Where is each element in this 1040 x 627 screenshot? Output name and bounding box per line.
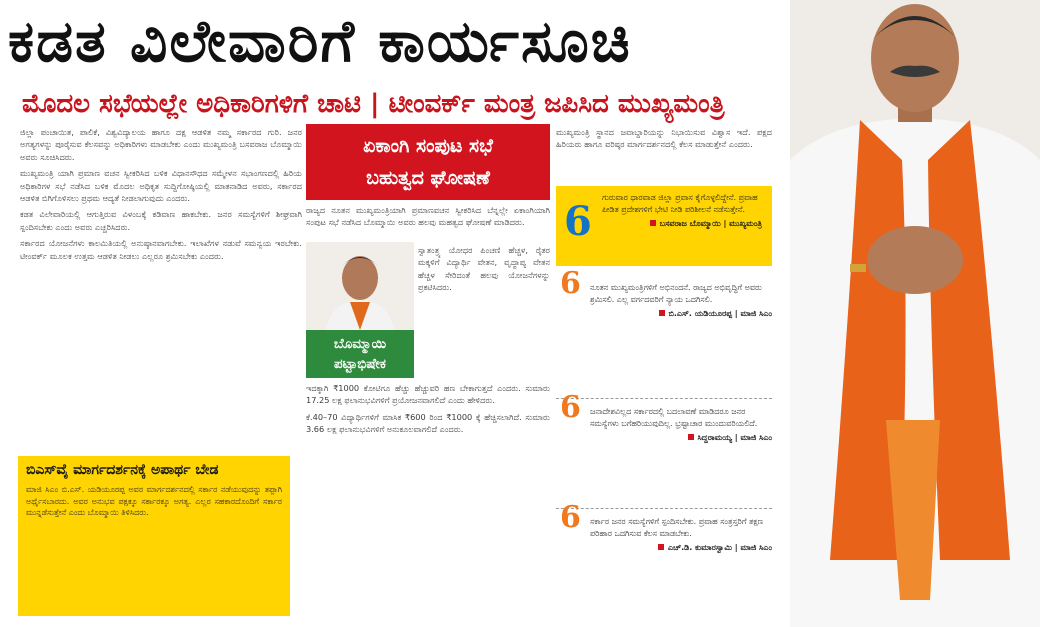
divider [556, 508, 772, 509]
quote-block [556, 390, 772, 443]
quote-text: ನೂತನ ಮುಖ್ಯಮಂತ್ರಿಗಳಿಗೆ ಅಭಿನಂದನೆ. ರಾಜ್ಯದ ಅಭಿವೃದ್ಧಿಗೆ ಅವರು ಶ್ರಮಿಸಲಿ. ಎಲ್ಲ ವರ್ಗದವರಿಗೆ ನ್ಯಾಯ ಒದಗಿಸಲಿ. [590, 283, 762, 304]
quote-text: ಜನಾದೇಶವಿಲ್ಲದ ಸರ್ಕಾರದಲ್ಲಿ ಬದಲಾವಣೆ ಮಾಡಿದರೂ ಜನರ ಸಮಸ್ಯೆಗಳು ಬಗೆಹರಿಯುವುದಿಲ್ಲ. ಭ್ರಷ್ಟಾಚಾರ ಮುಂದುವರಿಯಲಿದೆ. [590, 407, 758, 428]
headline: ಕಡತ ವಿಲೇವಾರಿಗೆ ಕಾರ್ಯಸೂಚಿ [8, 7, 632, 75]
cabinet-article-intro [306, 204, 550, 240]
quote-author: ಸಿದ್ದರಾಮಯ್ಯ | ಮಾಜಿ ಸಿಎಂ [556, 433, 772, 443]
article-paragraph: ಜಿಲ್ಲಾ ಪಂಚಾಯಿತ, ಪಾಲಿಕೆ, ವಿಶ್ವವಿದ್ಯಾಲಯ ಹಾಗೂ ದಕ್ಷ ಆಡಳಿತ ನಮ್ಮ ಸರ್ಕಾರದ ಗುರಿ. ಜನರ ಅಗತ್ಯಗಳನ್ನು ಪೂರೈಸುವ ಕೆಲಸವನ್ನು ಅಧಿಕಾರಿಗಳು ಮಾಡಬೇಕು ಎಂದು ಮುಖ್ಯಮಂತ್ರಿ ಬಸವರಾಜ ಬೊಮ್ಮಾಯಿ ಅವರು ಸೂಚಿಸಿದರು. [20, 127, 302, 162]
box-heading: ಬಿಎಸ್‌ವೈ ಮಾರ್ಗದರ್ಶನಕ್ಕೆ ಅಪಾರ್ಥ ಬೇಡ [26, 462, 219, 478]
box-body: ಮಾಜಿ ಸಿಎಂ ಬಿ.ಎಸ್. ಯಡಿಯೂರಪ್ಪ ಅವರ ಮಾರ್ಗದರ್ಶನದಲ್ಲಿ ಸರ್ಕಾರ ನಡೆಯುವುದನ್ನು ತಪ್ಪಾಗಿ ಅರ್ಥೈಸಬಾರದು. ಅವರ ಅನುಭವ ಪಕ್ಷಕ್ಕೂ ಸರ್ಕಾರಕ್ಕೂ ಅಗತ್ಯ. ಎಲ್ಲರ ಸಹಕಾರದೊಂದಿಗೆ ಸರ್ಕಾರ ಮುನ್ನಡೆಸುತ್ತೇನೆ ಎಂದು ಬೊಮ್ಮಾಯಿ ತಿಳಿಸಿದರು. [26, 485, 282, 518]
cm-quote-box [556, 186, 772, 266]
quote-mark-icon: 6 [564, 198, 592, 245]
article-paragraph: ಸರ್ಕಾರದ ಯೋಜನೆಗಳು ಕಾಲಮಿತಿಯಲ್ಲಿ ಅನುಷ್ಠಾನವಾಗಬೇಕು. ಇಲಾಖೆಗಳ ನಡುವೆ ಸಮನ್ವಯ ಇರಬೇಕು. ಟೀಂವರ್ಕ್ ಮೂಲಕ ಉತ್ತಮ ಆಡಳಿತ ನೀಡಲು ಎಲ್ಲರೂ ಶ್ರಮಿಸಬೇಕು ಎಂದರು. [20, 238, 302, 261]
article-paragraph: ಮುಖ್ಯಮಂತ್ರಿ ಯಾಗಿ ಪ್ರಮಾಣ ವಚನ ಸ್ವೀಕರಿಸಿದ ಬಳಿಕ ವಿಧಾನಸೌಧದ ಸಮ್ಮೇಳನ ಸಭಾಂಗಣದಲ್ಲಿ ಹಿರಿಯ ಅಧಿಕಾರಿಗಳ ಸಭೆ ನಡೆಸಿದ ಬಳಿಕ ಮೊದಲ ಅಧಿಕೃತ ಸುದ್ದಿಗೋಷ್ಠಿಯಲ್ಲಿ ಮಾತನಾಡಿದ ಅವರು, ಸರ್ಕಾರದ ಆಡಳಿತ ಬಿಗಿಗೊಳಿಸಲು ಪ್ರಥಮ ಆದ್ಯತೆ ನೀಡಲಾಗುವುದು ಎಂದರು. [20, 168, 302, 204]
quote-mark-icon: 6 [560, 390, 581, 425]
coronation-caption [306, 330, 414, 378]
quote-text: ಸರ್ಕಾರ ಜನರ ಸಮಸ್ಯೆಗಳಿಗೆ ಸ್ಪಂದಿಸಬೇಕು. ಪ್ರವಾಹ ಸಂತ್ರಸ್ತರಿಗೆ ತಕ್ಷಣ ಪರಿಹಾರ ಒದಗಿಸುವ ಕೆಲಸ ಮಾಡಬೇಕು. [590, 517, 764, 538]
divider [556, 398, 772, 399]
bsy-guidance-box [18, 456, 290, 616]
quote-author: ಬಿ.ಎಸ್. ಯಡಿಯೂರಪ್ಪ | ಮಾಜಿ ಸಿಎಂ [556, 309, 772, 319]
cabinet-article-body [306, 382, 550, 622]
cm-main-photo [790, 0, 1040, 627]
caption-line1: ಬೊಮ್ಮಾಯಿ [333, 336, 387, 352]
cabinet-article-side [418, 244, 550, 380]
quote-text: ಗುರುವಾರ ಧಾರವಾಡ ಜಿಲ್ಲಾ ಪ್ರವಾಸ ಕೈಗೊಳ್ಳಲಿದ್ದೇನೆ. ಪ್ರವಾಹ ಪೀಡಿತ ಪ್ರದೇಶಗಳಿಗೆ ಭೇಟಿ ನೀಡಿ ಪರಿಶೀಲನೆ ನಡೆಸುತ್ತೇನೆ. [602, 193, 758, 214]
article-paragraph: ರಾಜ್ಯದ ನೂತನ ಮುಖ್ಯಮಂತ್ರಿಯಾಗಿ ಪ್ರಮಾಣವಚನ ಸ್ವೀಕರಿಸಿದ ಬೆನ್ನಲ್ಲೇ ಏಕಾಂಗಿಯಾಗಿ ಸಂಪುಟ ಸಭೆ ನಡೆಸಿದ ಬೊಮ್ಮಾಯಿ ಅವರು ಹಲವು ಮಹತ್ವದ ಘೋಷಣೆ ಮಾಡಿದರು. [306, 205, 550, 228]
article-paragraph: ಇದಕ್ಕಾಗಿ ₹1000 ಕೋಟಿಗೂ ಹೆಚ್ಚು ಹೆಚ್ಚುವರಿ ಹಣ ಬೇಕಾಗುತ್ತದೆ ಎಂದರು. ಸುಮಾರು 17.25 ಲಕ್ಷ ಫಲಾನುಭವಿಗಳಿಗೆ ಪ್ರಯೋಜನವಾಗಲಿದೆ ಎಂದು ಹೇಳಿದರು. [306, 383, 550, 406]
quote-block [556, 500, 772, 553]
article-paragraph: ಮುಖ್ಯಮಂತ್ರಿ ಸ್ಥಾನದ ಜವಾಬ್ದಾರಿಯನ್ನು ನಿಭಾಯಿಸುವ ವಿಶ್ವಾಸ ಇದೆ. ಪಕ್ಷದ ಹಿರಿಯರು ಹಾಗೂ ವರಿಷ್ಠರ ಮಾರ್ಗದರ್ಶನದಲ್ಲಿ ಕೆಲಸ ಮಾಡುತ್ತೇನೆ ಎಂದರು. [556, 127, 772, 150]
quote-author: ಬಸವರಾಜ ಬೊಮ್ಮಾಯಿ | ಮುಖ್ಯಮಂತ್ರಿ [602, 219, 762, 229]
main-article-column [20, 126, 302, 446]
right-column-intro [556, 126, 772, 184]
red-box-line1: ಏಕಾಂಗಿ ಸಂಪುಟ ಸಭೆ [363, 135, 493, 157]
subheadline: ಮೊದಲ ಸಭೆಯಲ್ಲೇ ಅಧಿಕಾರಿಗಳಿಗೆ ಚಾಟಿ | ಟೀಂವರ್ಕ್ ಮಂತ್ರ ಜಪಿಸಿದ ಮುಖ್ಯಮಂತ್ರಿ [22, 89, 725, 119]
red-box-line2: ಬಹುತ್ವದ ಘೋಷಣೆ [366, 167, 490, 189]
article-paragraph: ಕಡತ ವಿಲೇವಾರಿಯಲ್ಲಿ ಆಗುತ್ತಿರುವ ವಿಳಂಬಕ್ಕೆ ಕಡಿವಾಣ ಹಾಕಬೇಕು. ಜನರ ಸಮಸ್ಯೆಗಳಿಗೆ ಶೀಘ್ರವಾಗಿ ಸ್ಪಂದಿಸಬೇಕು ಎಂದು ಅವರು ಎಚ್ಚರಿಸಿದರು. [20, 209, 302, 232]
article-paragraph: ಸ್ವಾತಂತ್ರ್ಯ ಯೋಧರ ಪಿಂಚಣಿ ಹೆಚ್ಚಳ, ರೈತರ ಮಕ್ಕಳಿಗೆ ವಿದ್ಯಾರ್ಥಿ ವೇತನ, ವೃದ್ಧಾಪ್ಯ ವೇತನ ಹೆಚ್ಚಳ ಸೇರಿದಂತೆ ಹಲವು ಯೋಜನೆಗಳನ್ನು ಪ್ರಕಟಿಸಿದರು. [418, 245, 550, 293]
article-paragraph: ಕೆ.40–70 ವಿದ್ಯಾರ್ಥಿಗಳಿಗೆ ಮಾಸಿಕ ₹600 ರಿಂದ ₹1000 ಕ್ಕೆ ಹೆಚ್ಚಿಸಲಾಗಿದೆ. ಸುಮಾರು 3.66 ಲಕ್ಷ ಫಲಾನುಭವಿಗಳಿಗೆ ಅನುಕೂಲವಾಗಲಿದೆ ಎಂದರು. [306, 411, 550, 435]
quote-block [556, 266, 772, 319]
quote-mark-icon: 6 [560, 266, 581, 301]
quote-author: ಎಚ್.ಡಿ. ಕುಮಾರಸ್ವಾಮಿ | ಮಾಜಿ ಸಿಎಂ [556, 543, 772, 553]
caption-line2: ಪಟ್ಟಾಭಿಷೇಕ [334, 356, 386, 372]
cm-portrait-photo [306, 242, 414, 330]
quote-mark-icon: 6 [560, 500, 581, 535]
cabinet-meeting-box [306, 124, 550, 200]
